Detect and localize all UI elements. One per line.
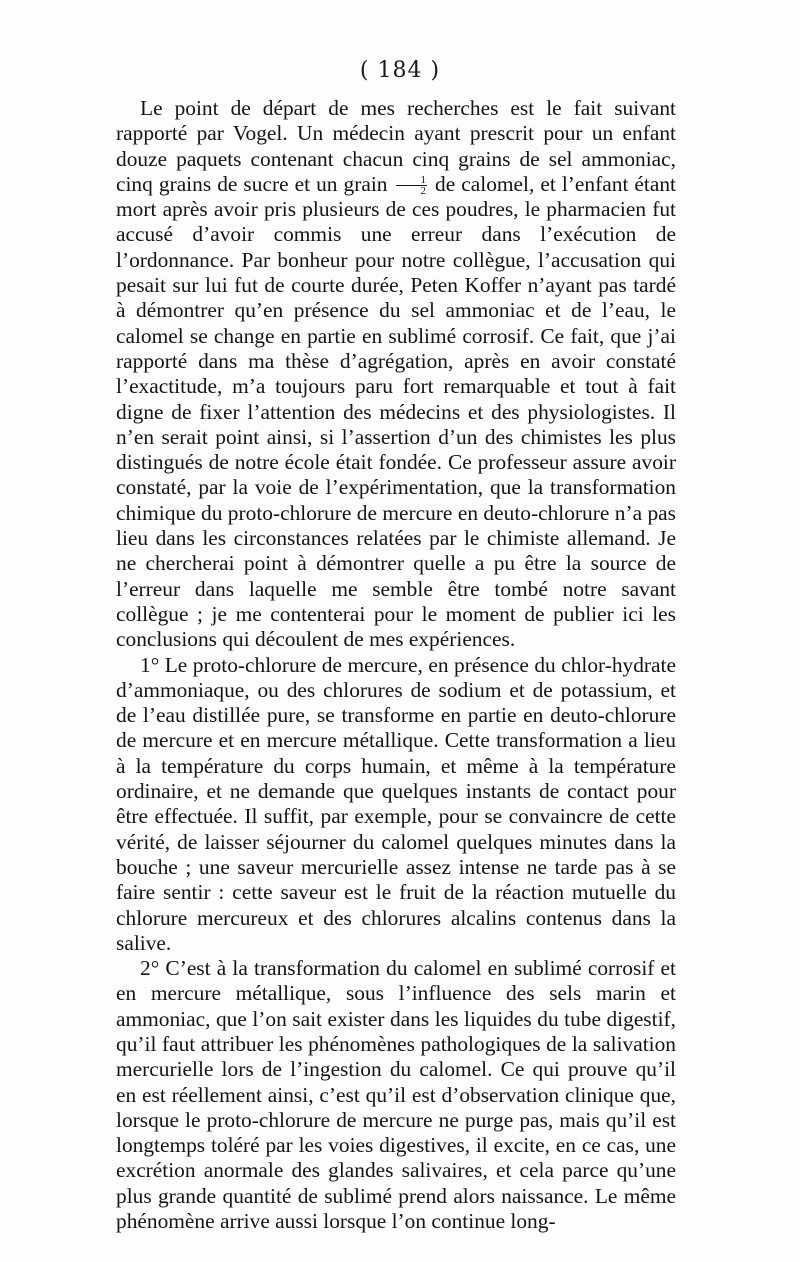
paragraph-intro-start: Le point de départ de mes recherches est le fait suivant rapporté par Vogel. Un médecin ayant prescrit pour un enfant douze paquets contenant chacun cinq grains de sel ammoniac, cinq grains de sucre et un grain (116, 96, 676, 196)
fraction-one-half (396, 175, 428, 196)
fraction-numerator: 1 (396, 175, 428, 186)
body-text (116, 96, 676, 1234)
page-number: ( 184 ) (359, 58, 441, 83)
paragraph-conclusion-2: 2° C’est à la transformation du calomel en sublimé corrosif et en mercure métallique, sous l’influence des sels marin et ammoniac, que l’on sait exister dans les liquides du tube digestif, qu’il faut attribuer les phénomènes pathologiques de la salivation mercurielle lors de l’ingestion du calomel. Ce qui prouve qu’il en est réellement ainsi, c’est qu’il est d’observation clinique que, lorsque le proto-chlorure de mercure ne purge pas, mais qu’il est longtemps toléré par les voies digestives, il excite, en ce cas, une excrétion anormale des glandes salivaires, et cela parce qu’une plus grande quantité de sublimé prend alors naissance. Le même phénomène arrive aussi lorsque l’on continue long- (116, 956, 676, 1234)
fraction-denominator: 2 (420, 185, 427, 198)
paragraph-intro (116, 96, 676, 653)
paragraph-intro-end: de calomel, et l’enfant étant mort après avoir pris plusieurs de ces poudres, le pharmacien fut accusé d’avoir commis une erreur dans l’exécution de l’ordonnance. Par bonheur pour notre collègue, l’accusation qui pesait sur lui fut de courte durée, Peten Koffer n’ayant pas tardé à démontrer qu’en présence du sel ammoniac et de l’eau, le calomel se change en partie en sublimé corrosif. Ce fait, que j’ai rapporté dans ma thèse d’agrégation, après en avoir constaté l’exactitude, m’a toujours paru fort remarquable et tout à fait digne de fixer l’attention des médecins et des physiologistes. Il n’en serait point ainsi, si l’assertion d’un des chimistes les plus distingués de notre école était fondée. Ce professeur assure avoir constaté, par la voie de l’expérimentation, que la transformation chimique du proto-chlorure de mercure en deuto-chlorure n’a pas lieu dans les circonstances relatées par le chimiste allemand. Je ne chercherai point à démontrer quelle a pu être la source de l’erreur dans laquelle me semble être tombé notre savant collègue ; je me contenterai pour le moment de publier ici les conclusions qui découlent de mes expériences. (116, 171, 676, 652)
paragraph-conclusion-1: 1° Le proto-chlorure de mercure, en présence du chlor-hydrate d’ammoniaque, ou des chlorures de sodium et de potassium, et de l’eau distillée pure, se transforme en partie en deuto-chlorure de mercure et en mercure métallique. Cette transformation a lieu à la température du corps humain, et même à la température ordinaire, et ne demande que quelques instants de contact pour être effectuée. Il suffit, par exemple, pour se convaincre de cette vérité, de laisser séjourner du calomel quelques minutes dans la bouche ; une saveur mercurielle assez intense ne tarde pas à se faire sentir : cette saveur est le fruit de la réaction mutuelle du chlorure mercureux et des chlorures alcalins contenus dans la salive. (116, 652, 676, 955)
